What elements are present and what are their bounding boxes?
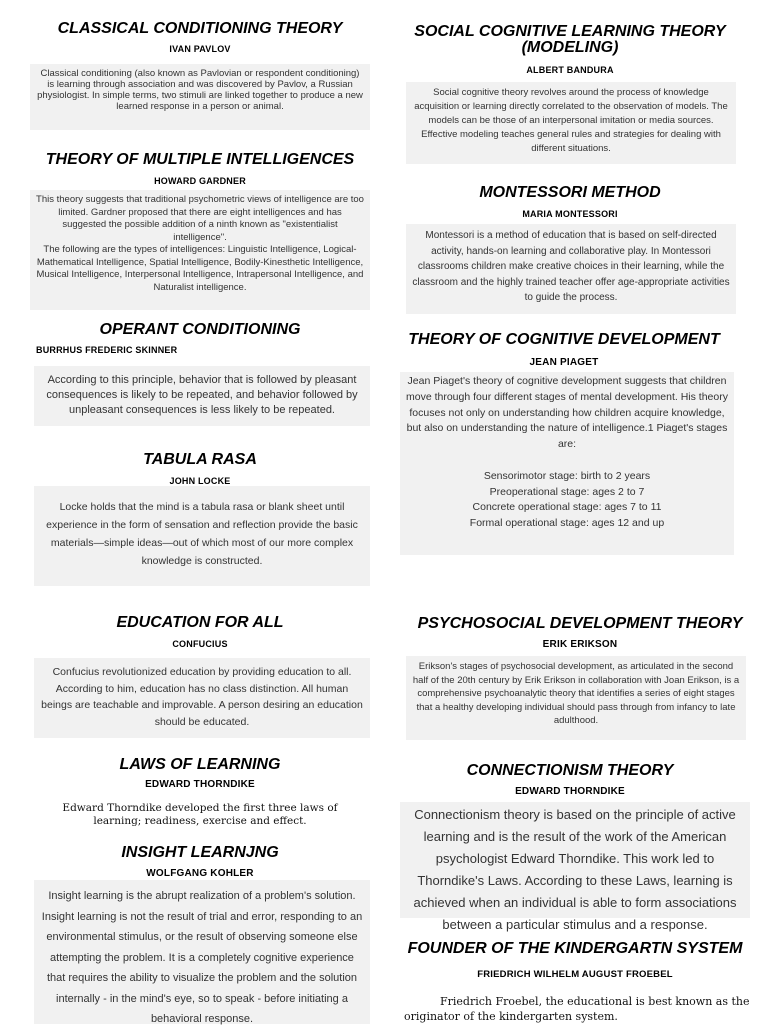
section-kindergarten bbox=[400, 940, 750, 981]
section-montessori bbox=[400, 184, 740, 220]
section-title: PSYCHOSOCIAL DEVELOPMENT THEORY bbox=[417, 615, 743, 632]
section-text: Jean Piaget's theory of cognitive development suggests that children move through four different stages of mental development. His theory focuses not only on understanding how children acquire knowledge, but also on understanding the nature of intelligence.1 Piaget's stages are: Sensorimotor stage: birth to 2 years Preoperational stage: ages 2 to 7 Concrete operational stage: ages 7 to 11 Formal operational stage: ages 12 and up bbox=[400, 372, 734, 555]
section-author: HOWARD GARDNER bbox=[154, 176, 246, 186]
section-author: ERIK ERIKSON bbox=[542, 639, 618, 650]
section-author: MARIA MONTESSORI bbox=[522, 209, 618, 219]
section-title: FOUNDER OF THE KINDERGARTN SYSTEM bbox=[407, 940, 743, 957]
section-insight-learning bbox=[30, 844, 370, 880]
section-text: Montessori is a method of education that is based on self-directed activity, hands-on learning and collaborative play. In Montessori classrooms children make creative choices in their learning, while the classroom and the highly trained teacher offer age-appropriate activities to guide the process. bbox=[406, 224, 736, 314]
section-title: THEORY OF COGNITIVE DEVELOPMENT bbox=[408, 331, 720, 348]
section-title: OPERANT CONDITIONING bbox=[99, 321, 301, 338]
section-education-for-all bbox=[30, 614, 370, 650]
section-text: Confucius revolutionized education by providing education to all. According to him, education has no class distinction. All human beings are teachable and improvable. A person desiring an education should be educated. bbox=[34, 658, 370, 738]
section-text: Erikson's stages of psychosocial development, as articulated in the second half of the 20th century by Erik Erikson in collaboration with Joan Erikson, is a comprehensive psychoanalytic theory that identifies a series of eight stages that a healthy developing individual should pass through from infancy to late adulthood. bbox=[406, 656, 746, 740]
section-title: SOCIAL COGNITIVE LEARNING THEORY (MODELING) bbox=[414, 23, 726, 56]
section-title: INSIGHT LEARNJNG bbox=[121, 844, 279, 861]
section-social-cognitive bbox=[400, 24, 740, 76]
section-author: JOHN LOCKE bbox=[169, 476, 231, 486]
section-operant-conditioning bbox=[30, 321, 370, 356]
section-laws-of-learning bbox=[30, 756, 370, 791]
section-title: EDUCATION FOR ALL bbox=[116, 614, 284, 631]
section-text: This theory suggests that traditional psychometric views of intelligence are too limited. Gardner proposed that there are eight intelligences and has suggested the possible addition of a ninth known as "existentialist intelligence". The following are the types of intelligences: Linguistic Intelligence, Logical-Mathematical Intelligence, Spatial Intelligence, Bodily-Kinesthetic Intelligence, Musical Intelligence, Interpersonal Intelligence, Intrapersonal Intelligence, and Naturalist intelligence. bbox=[30, 190, 370, 310]
section-text: Social cognitive theory revolves around the process of knowledge acquisition or learning directly correlated to the observation of models. The models can be those of an interpersonal imitation or media sources. Effective modeling teaches general rules and strategies for dealing with different situations. bbox=[406, 82, 736, 164]
section-author: CONFUCIUS bbox=[172, 639, 228, 649]
section-text: Connectionism theory is based on the principle of active learning and is the result of the work of the American psychologist Edward Thorndike. This work led to Thorndike's Laws. According to these Laws, learning is achieved when an individual is able to form associations between a particular stimulus and a response. bbox=[400, 802, 750, 918]
section-author: FRIEDRICH WILHELM AUGUST FROEBEL bbox=[477, 969, 673, 980]
section-title: TABULA RASA bbox=[143, 451, 257, 468]
section-author: WOLFGANG KOHLER bbox=[146, 868, 254, 879]
section-psychosocial bbox=[410, 615, 750, 651]
section-author: JEAN PIAGET bbox=[529, 357, 599, 368]
section-title: LAWS OF LEARNING bbox=[119, 756, 281, 773]
section-text: Classical conditioning (also known as Pavlovian or respondent conditioning) is learning through association and was discovered by Pavlov, a Russian physiologist. In simple terms, two stimuli are linked together to produce a new learned response in a person or animal. bbox=[30, 64, 370, 130]
section-text: Friedrich Froebel, the educational is best known as the originator of the kindergarten system. bbox=[404, 995, 750, 1023]
section-title: MONTESSORI METHOD bbox=[479, 184, 661, 201]
section-text: Edward Thorndike developed the first three laws of learning; readiness, exercise and effect. bbox=[62, 802, 338, 827]
section-cognitive-development bbox=[394, 331, 734, 369]
section-author: IVAN PAVLOV bbox=[169, 44, 231, 54]
section-author: EDWARD THORNDIKE bbox=[145, 779, 255, 790]
section-title: CLASSICAL CONDITIONING THEORY bbox=[57, 20, 343, 37]
section-tabula-rasa bbox=[30, 451, 370, 487]
section-title: CONNECTIONISM THEORY bbox=[466, 762, 674, 779]
section-author: EDWARD THORNDIKE bbox=[515, 786, 625, 797]
section-classical-conditioning bbox=[30, 20, 370, 55]
section-author: BURRHUS FREDERIC SKINNER bbox=[36, 345, 178, 355]
section-text: According to this principle, behavior that is followed by pleasant consequences is likely to be repeated, and behavior followed by unpleasant consequences is less likely to be repeated. bbox=[34, 366, 370, 426]
section-text: Locke holds that the mind is a tabula rasa or blank sheet until experience in the form of sensation and reflection provide the basic materials—simple ideas—out of which most of our more complex knowledge is constructed. bbox=[34, 486, 370, 586]
section-text: Insight learning is the abrupt realization of a problem's solution. Insight learning is not the result of trial and error, responding to an environmental stimulus, or the result of observing someone else attempting the problem. It is a completely cognitive experience that requires the ability to visualize the problem and the solution internally - in the mind's eye, so to speak - before initiating a behavioral response. bbox=[34, 880, 370, 1024]
section-connectionism bbox=[400, 762, 740, 798]
section-title: THEORY OF MULTIPLE INTELLIGENCES bbox=[45, 151, 355, 168]
section-multiple-intelligences bbox=[30, 151, 370, 187]
section-author: ALBERT BANDURA bbox=[526, 65, 614, 75]
